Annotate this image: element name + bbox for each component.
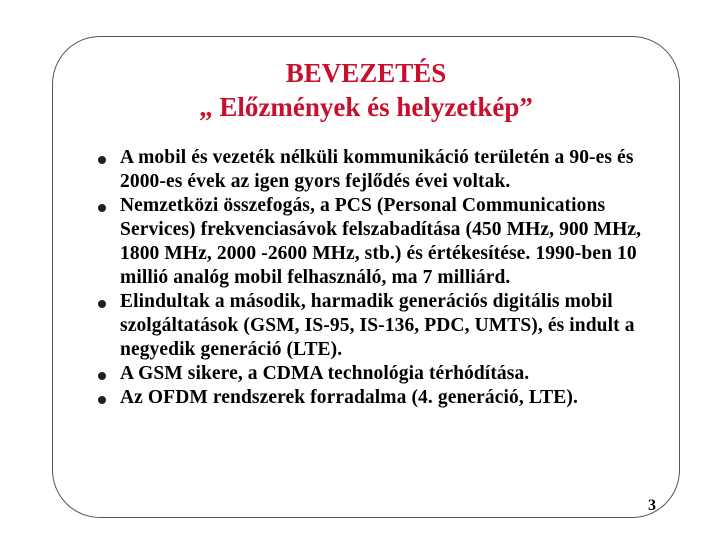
bullet-text: Elindultak a második, harmadik generációs digitális mobil szolgáltatások (GSM, IS-95, IS-136, PDC, UMTS), és indult a negyedik generáció (LTE). [120,291,635,360]
bullet-item [98,386,658,410]
bullet-item [98,146,658,194]
bullet-dot-icon [98,396,106,404]
bullet-text: A GSM sikere, a CDMA technológia térhódítása. [120,363,530,384]
bullet-item [98,362,658,386]
bullet-text: Az OFDM rendszerek forradalma (4. generáció, LTE). [120,387,578,408]
bullet-text: A mobil és vezeték nélküli kommunikáció területén a 90-es és 2000-es évek az igen gyors fejlődés évei voltak. [120,147,634,192]
bullet-text: Nemzetközi összefogás, a PCS (Personal Communications Services) frekvenciasávok felszabadítása (450 MHz, 900 MHz, 1800 MHz, 2000 -2600 MHz, stb.) és értékesítése. 1990-ben 10 millió analóg mobil felhasználó, ma 7 milliárd. [120,195,642,288]
bullet-dot-icon [98,204,106,212]
bullet-list [98,146,658,410]
title-line-2: „ Előzmények és helyzetkép” [199,92,533,122]
slide-title [52,56,680,124]
bullet-dot-icon [98,156,106,164]
bullet-item [98,290,658,362]
title-line-1: BEVEZETÉS [285,58,447,88]
page-number: 3 [648,497,656,514]
bullet-dot-icon [98,300,106,308]
bullet-dot-icon [98,372,106,380]
bullet-item [98,194,658,290]
